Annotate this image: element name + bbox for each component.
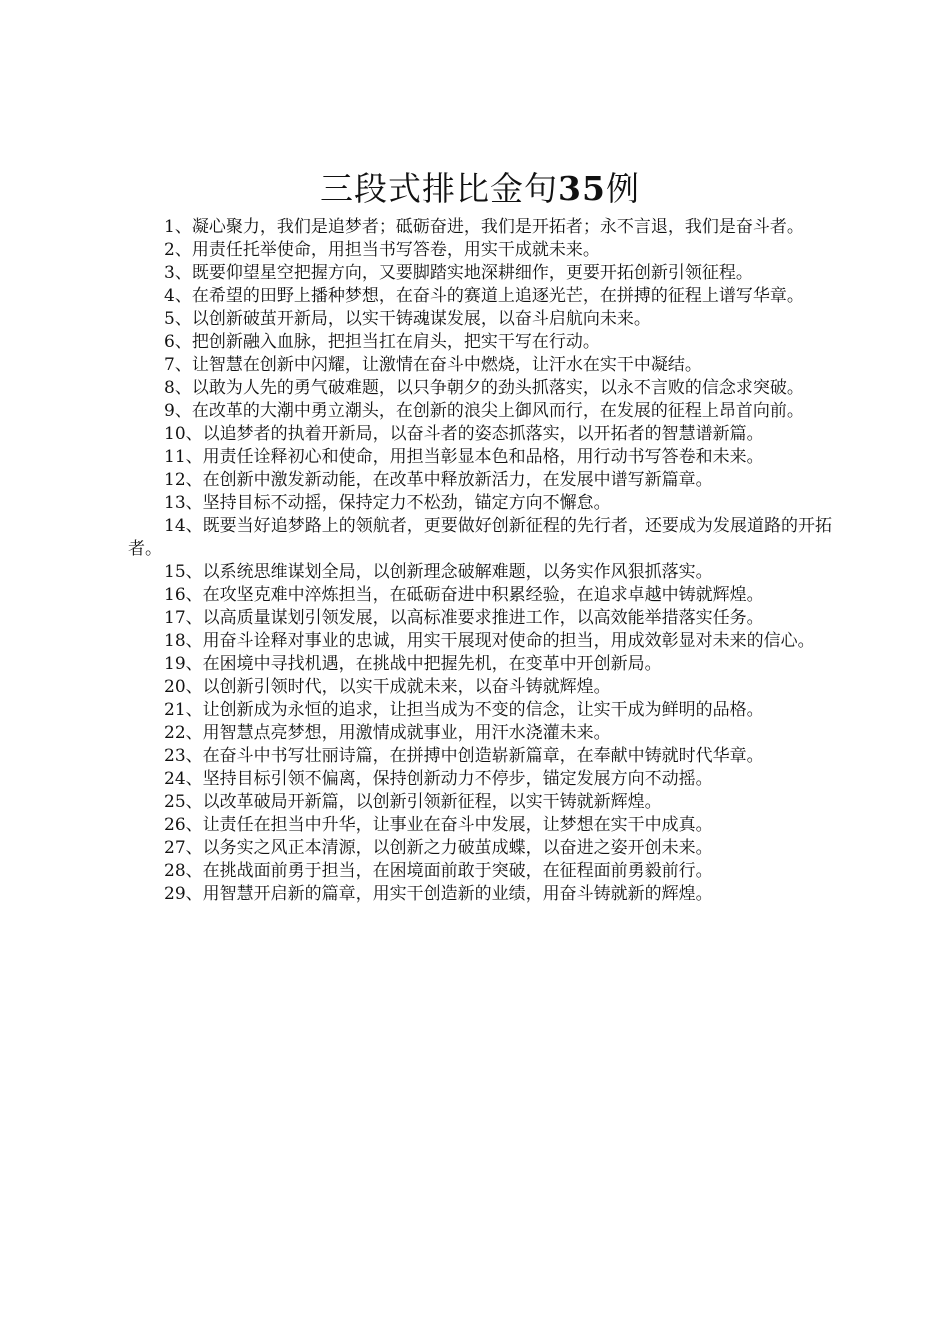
list-item: 26、让责任在担当中升华，让事业在奋斗中发展，让梦想在实干中成真。: [164, 815, 713, 835]
list-item: 11、用责任诠释初心和使命，用担当彰显本色和品格，用行动书写答卷和未来。: [164, 447, 764, 467]
list-item: 13、坚持目标不动摇，保持定力不松劲，锚定方向不懈怠。: [164, 493, 611, 513]
title-number: 35: [558, 169, 606, 208]
list-item: 19、在困境中寻找机遇，在挑战中把握先机，在变革中开创新局。: [164, 654, 662, 674]
list-item: 23、在奋斗中书写壮丽诗篇，在拼搏中创造崭新篇章，在奉献中铸就时代华章。: [164, 746, 764, 766]
list-item: 4、在希望的田野上播种梦想，在奋斗的赛道上追逐光芒，在拼搏的征程上谱写华章。: [164, 286, 804, 306]
list-item: 5、以创新破茧开新局，以实干铸魂谋发展，以奋斗启航向未来。: [164, 309, 651, 329]
list-item: 24、坚持目标引领不偏离，保持创新动力不停步，锚定发展方向不动摇。: [164, 769, 713, 789]
list-item: 28、在挑战面前勇于担当，在困境面前敢于突破，在征程面前勇毅前行。: [164, 861, 713, 881]
list-item: 15、以系统思维谋划全局，以创新理念破解难题，以务实作风狠抓落实。: [164, 562, 713, 582]
page-title: [128, 166, 832, 212]
list-item: 18、用奋斗诠释对事业的忠诚，用实干展现对使命的担当，用成效彰显对未来的信心。: [164, 631, 815, 651]
list-item: 14、既要当好追梦路上的领航者，更要做好创新征程的先行者，还要成为发展道路的开拓者。: [128, 516, 832, 559]
list-item: 3、既要仰望星空把握方向，又要脚踏实地深耕细作，更要开拓创新引领征程。: [164, 263, 753, 283]
document-page: [128, 166, 832, 906]
title-suffix: 例: [605, 169, 640, 208]
list-item: 12、在创新中激发新动能，在改革中释放新活力，在发展中谱写新篇章。: [164, 470, 713, 490]
list-item: 8、以敢为人先的勇气破难题，以只争朝夕的劲头抓落实，以永不言败的信念求突破。: [164, 378, 804, 398]
list-item: 2、用责任托举使命，用担当书写答卷，用实干成就未来。: [164, 240, 600, 260]
list-item: 27、以务实之风正本清源，以创新之力破茧成蝶，以奋进之姿开创未来。: [164, 838, 713, 858]
list-item: 20、以创新引领时代，以实干成就未来，以奋斗铸就辉煌。: [164, 677, 611, 697]
sentence-list: [128, 216, 832, 906]
list-item: 22、用智慧点亮梦想，用激情成就事业，用汗水浇灌未来。: [164, 723, 611, 743]
list-item: 1、凝心聚力，我们是追梦者；砥砺奋进，我们是开拓者；永不言退，我们是奋斗者。: [164, 217, 804, 237]
list-item: 7、让智慧在创新中闪耀，让激情在奋斗中燃烧，让汗水在实干中凝结。: [164, 355, 702, 375]
list-item: 9、在改革的大潮中勇立潮头，在创新的浪尖上御风而行，在发展的征程上昂首向前。: [164, 401, 804, 421]
list-item: 16、在攻坚克难中淬炼担当，在砥砺奋进中积累经验，在追求卓越中铸就辉煌。: [164, 585, 764, 605]
title-prefix: 三段式排比金句: [320, 169, 559, 208]
list-item: 10、以追梦者的执着开新局，以奋斗者的姿态抓落实，以开拓者的智慧谱新篇。: [164, 424, 764, 444]
list-item: 29、用智慧开启新的篇章，用实干创造新的业绩，用奋斗铸就新的辉煌。: [164, 884, 713, 904]
list-item: 6、把创新融入血脉，把担当扛在肩头，把实干写在行动。: [164, 332, 600, 352]
list-item: 17、以高质量谋划引领发展，以高标准要求推进工作，以高效能举措落实任务。: [164, 608, 764, 628]
list-item: 25、以改革破局开新篇，以创新引领新征程，以实干铸就新辉煌。: [164, 792, 662, 812]
list-item: 21、让创新成为永恒的追求，让担当成为不变的信念，让实干成为鲜明的品格。: [164, 700, 764, 720]
